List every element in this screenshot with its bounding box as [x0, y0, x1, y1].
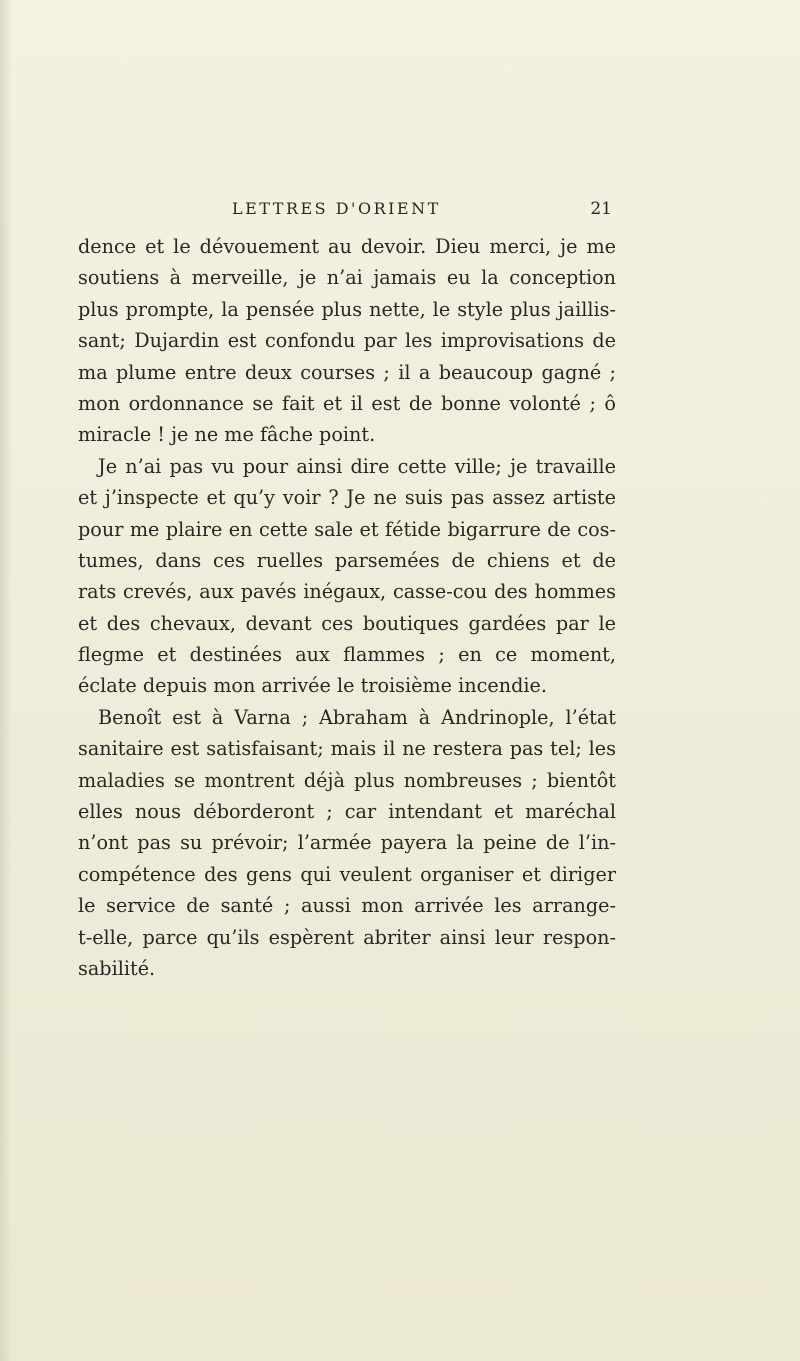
text-line: éclate depuis mon arrivée le troisième incendie.: [78, 674, 547, 698]
text-line: sant; Dujardin est confondu par les improvisations de: [78, 329, 616, 353]
text-line: t-elle, parce qu’ils espèrent abriter ainsi leur respon-: [78, 925, 616, 949]
text-line: Je n’ai pas vu pour ainsi dire cette ville; je travaille: [98, 454, 616, 478]
text-line: miracle ! je ne me fâche point.: [78, 423, 376, 447]
text-line: Benoît est à Varna ; Abraham à Andrinople, l’état: [98, 705, 616, 729]
text-line: dence et le dévouement au devoir. Dieu merci, je me: [78, 235, 616, 258]
text-line: plus prompte, la pensée plus nette, le style plus jaillis-: [78, 297, 616, 321]
text-line: sanitaire est satisfaisant; mais il ne restera pas tel; les: [78, 737, 616, 761]
text-line: tumes, dans ces ruelles parsemées de chiens et de: [78, 548, 616, 572]
text-line: sabilité.: [78, 956, 156, 980]
text-line: rats crevés, aux pavés inégaux, casse-cou des hommes: [78, 580, 616, 604]
text-line: flegme et destinées aux flammes ; en ce moment,: [78, 643, 616, 667]
text-line: n’ont pas su prévoir; l’armée payera la peine de l’in-: [78, 831, 616, 855]
text-line: le service de santé ; aussi mon arrivée les arrange-: [78, 894, 616, 918]
page-number: 21: [590, 199, 612, 219]
text-line: soutiens à merveille, je n’ai jamais eu la conception: [78, 266, 616, 290]
text-line: mon ordonnance se fait et il est de bonne volonté ; ô: [78, 391, 616, 415]
body-text: [78, 231, 616, 984]
text-line: et j’inspecte et qu’y voir ? Je ne suis pas assez artiste: [78, 486, 616, 510]
text-line: ma plume entre deux courses ; il a beaucoup gagné ;: [78, 360, 616, 384]
text-line: pour me plaire en cette sale et fétide bigarrure de cos-: [78, 517, 616, 541]
running-title: LETTRES D'ORIENT: [232, 199, 441, 218]
text-line: et des chevaux, devant ces boutiques gardées par le: [78, 611, 616, 635]
text-line: compétence des gens qui veulent organiser et diriger: [78, 862, 616, 886]
page-binding-edge: [0, 0, 12, 1361]
running-header: [76, 197, 616, 221]
text-line: maladies se montrent déjà plus nombreuses ; bientôt: [78, 768, 616, 792]
text-line: elles nous déborderont ; car intendant et maréchal: [78, 800, 616, 824]
